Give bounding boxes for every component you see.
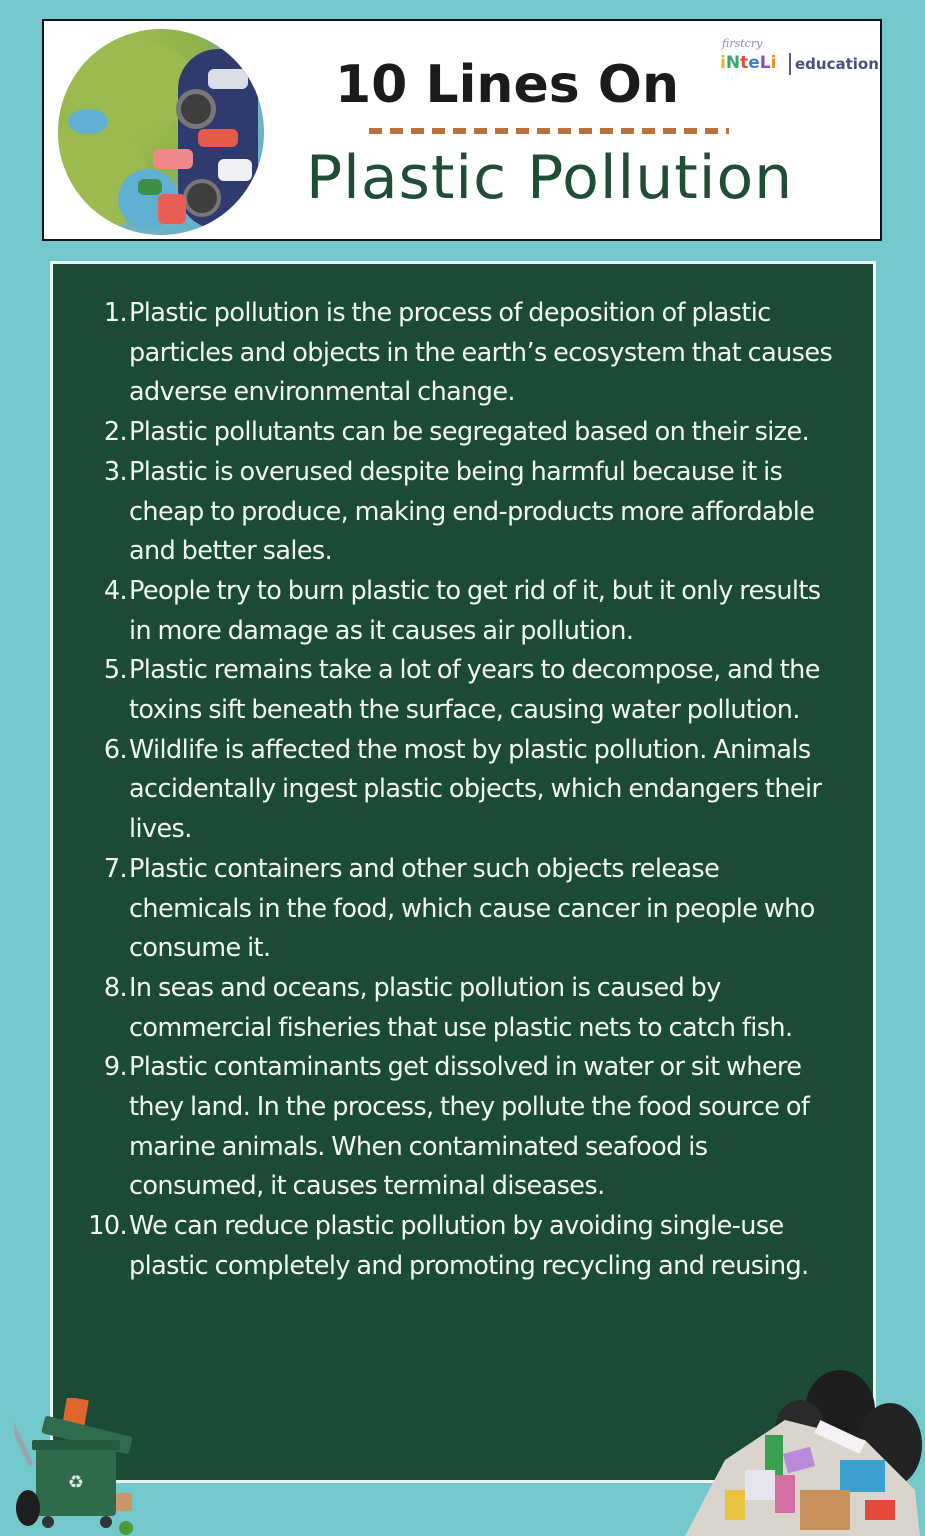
list-item: 5. Plastic remains take a lot of years to decompose, and the toxins sift beneath the surface, causing water pollution. xyxy=(103,655,820,726)
logo-education: education xyxy=(795,55,879,73)
list-item: 1. Plastic pollution is the process of deposition of plastic particles and objects in the earth’s ecosystem that causes adverse environmental change. xyxy=(103,298,833,408)
lines-list xyxy=(53,294,873,1287)
dashed-divider xyxy=(369,128,729,134)
logo-brand-top: firstcry xyxy=(722,37,763,50)
garbage-pile-illustration xyxy=(665,1370,925,1536)
lines-board xyxy=(50,261,876,1483)
svg-text:♻: ♻ xyxy=(67,1472,85,1493)
logo-intelli: iNteLi xyxy=(720,53,777,73)
header-card xyxy=(42,19,882,241)
logo-separator xyxy=(789,53,791,75)
list-item: 6. Wildlife is affected the most by plastic pollution. Animals accidentally ingest plastic objects, which endangers their lives. xyxy=(103,734,822,845)
title-line-2: Plastic Pollution xyxy=(306,143,794,213)
list-item: 4. People try to burn plastic to get rid of it, but it only results in more damage as it causes air pollution. xyxy=(103,575,821,646)
list-item: 3. Plastic is overused despite being harmful because it is cheap to produce, making end-products more affordable and better sales. xyxy=(103,456,815,567)
firstcry-intelli-logo xyxy=(720,37,880,82)
list-item: 8. In seas and oceans, plastic pollution is caused by commercial fisheries that use plastic nets to catch fish. xyxy=(103,972,793,1043)
list-item: 9. Plastic contaminants get dissolved in water or sit where they land. In the process, they pollute the food source of marine animals. When contaminated seafood is consumed, it causes terminal diseases. xyxy=(103,1052,810,1202)
list-item: 10. We can reduce plastic pollution by avoiding single-use plastic completely and promoting recycling and reusing. xyxy=(88,1211,809,1281)
list-item: 2. Plastic pollutants can be segregated based on their size. xyxy=(103,417,810,448)
list-item: 7. Plastic containers and other such objects release chemicals in the food, which cause cancer in people who consume it. xyxy=(103,853,815,964)
recycling-bin-icon xyxy=(14,1398,144,1536)
title-line-1: 10 Lines On xyxy=(335,55,679,115)
